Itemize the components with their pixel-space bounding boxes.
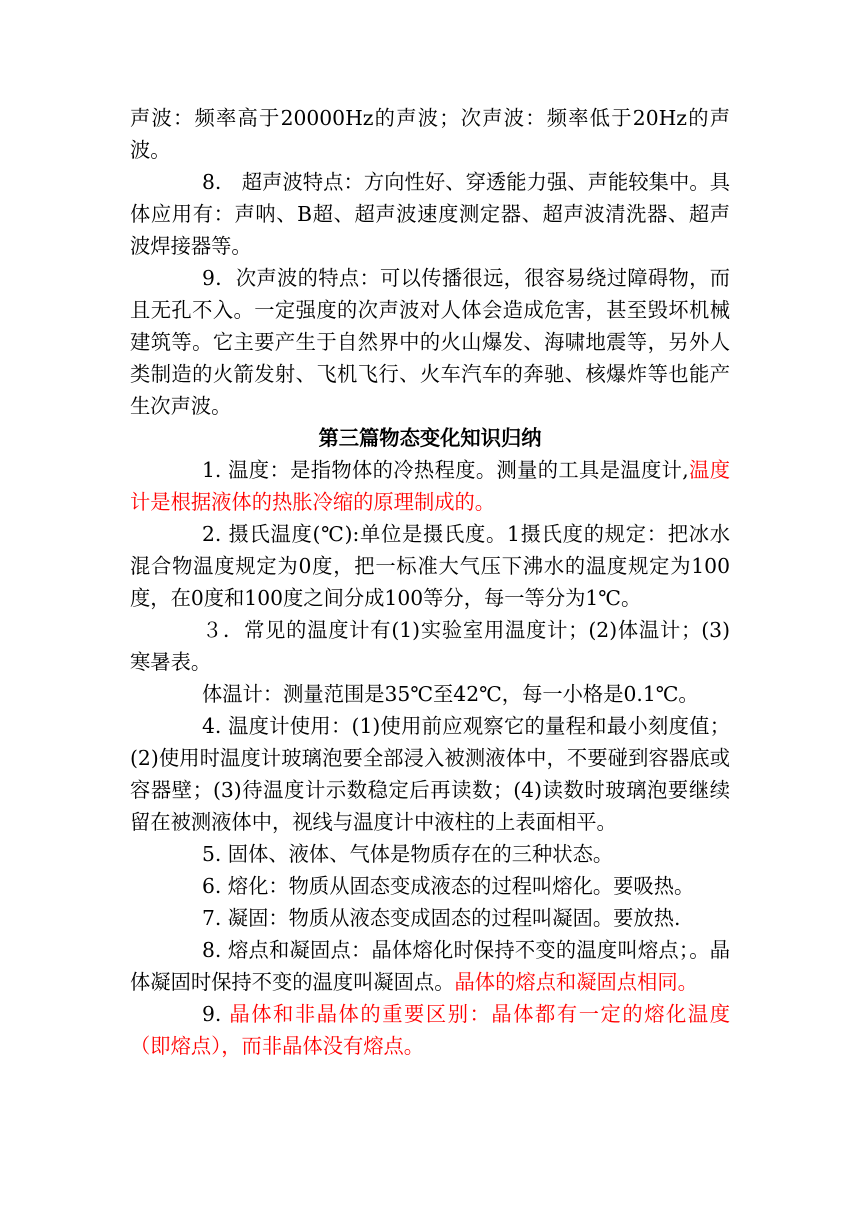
paragraph-states-of-matter: 5. 固体、液体、气体是物质存在的三种状态。 — [202, 842, 614, 866]
paragraph-melting-point — [130, 934, 730, 998]
paragraph-thermometer-types: ３．常见的温度计有(1)实验室用温度计；(2)体温计；(3)寒暑表。 — [130, 618, 730, 674]
paragraph-solidification: 7. 凝固：物质从液态变成固态的过程叫凝固。要放热. — [202, 906, 681, 930]
paragraph-crystal-difference-emphasis: 晶体和非晶体的重要区别：晶体都有一定的熔化温度（即熔点），而非晶体没有熔点。 — [130, 1002, 730, 1058]
paragraph-temperature-emphasis: 温度计是根据液体的热胀冷缩的原理制成的。 — [130, 458, 730, 514]
paragraph-temperature — [130, 454, 730, 518]
paragraph-sound-wave-definition: 声波：频率高于20000Hz的声波；次声波：频率低于20Hz的声波。 — [130, 106, 730, 162]
paragraph-thermometer-usage: 4. 温度计使用：(1)使用前应观察它的量程和最小刻度值；(2)使用时温度计玻璃泡要全部浸入被测液体中，不要碰到容器底或容器壁；(3)待温度计示数稳定后再读数；(4)读数时玻璃泡要继续留在被测液体中，视线与温度计中液柱的上表面相平。 — [130, 714, 730, 834]
paragraph-celsius: 2. 摄氏温度(℃):单位是摄氏度。1摄氏度的规定：把冰水混合物温度规定为0度，把一标准大气压下沸水的温度规定为100度，在0度和100度之间分成100等分，每一等分为1℃。 — [130, 522, 730, 610]
paragraph-infrasound-features: 9．次声波的特点：可以传播很远，很容易绕过障碍物，而且无孔不入。一定强度的次声波对人体会造成危害，甚至毁坏机械建筑等。它主要产生于自然界中的火山爆发、海啸地震等，另外人类制造的火箭发射、飞机飞行、火车汽车的奔驰、核爆炸等也能产生次声波。 — [130, 266, 730, 418]
document-body — [130, 102, 730, 1062]
paragraph-melting: 6. 熔化：物质从固态变成液态的过程叫熔化。要吸热。 — [202, 874, 695, 898]
paragraph-temperature-text: 1. 温度：是指物体的冷热程度。测量的工具是温度计, — [202, 458, 689, 482]
paragraph-crystal-difference — [130, 998, 730, 1062]
paragraph-clinical-thermometer: 体温计：测量范围是35℃至42℃，每一小格是0.1℃。 — [202, 682, 699, 706]
paragraph-ultrasound-features: 8. 超声波特点：方向性好、穿透能力强、声能较集中。具体应用有：声呐、B超、超声波速度测定器、超声波清洗器、超声波焊接器等。 — [130, 170, 730, 258]
section-heading: 第三篇物态变化知识归纳 — [318, 426, 542, 450]
paragraph-melting-point-text: 8. 熔点和凝固点：晶体熔化时保持不变的温度叫熔点；。晶体凝固时保持不变的温度叫凝固点。 — [130, 938, 730, 994]
paragraph-melting-point-emphasis: 晶体的熔点和凝固点相同。 — [454, 970, 698, 994]
paragraph-crystal-difference-number: 9. — [202, 1002, 230, 1026]
